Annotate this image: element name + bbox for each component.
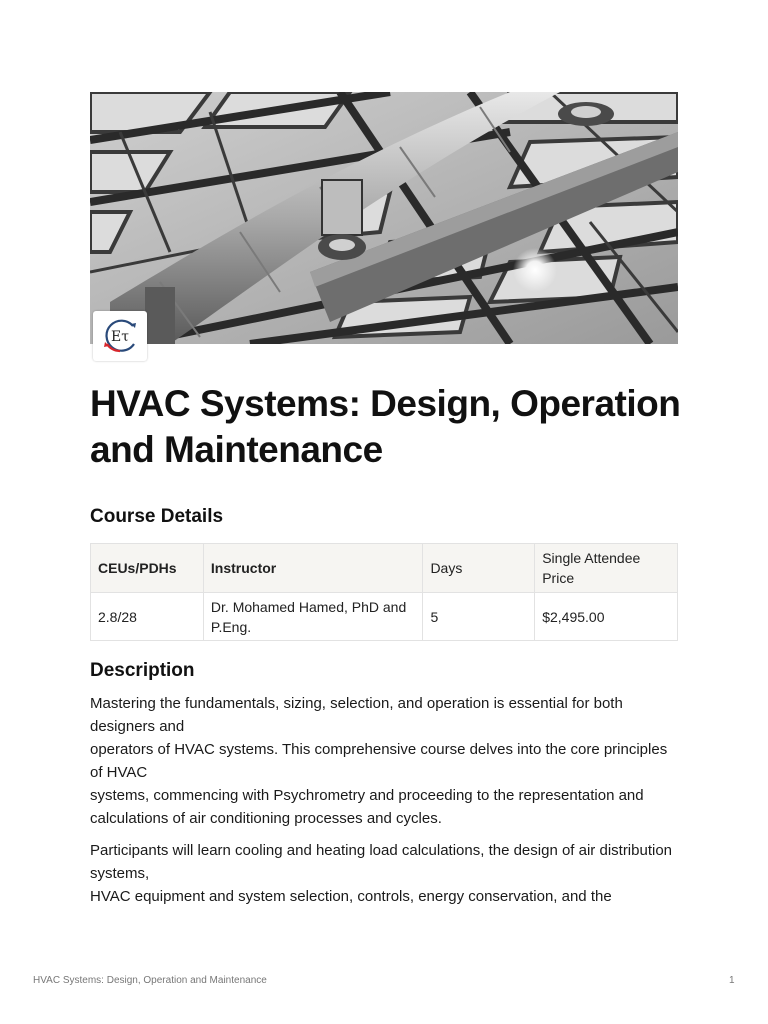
cell-ceus: 2.8/28 <box>91 593 204 641</box>
table-header-row <box>91 544 678 593</box>
column-header-price: Single Attendee Price <box>535 544 678 593</box>
page-title: HVAC Systems: Design, Operation and Maintenance <box>90 383 681 470</box>
course-details-heading: Course Details <box>90 506 224 527</box>
company-logo <box>93 311 147 361</box>
logo-text: Eτ <box>111 329 129 345</box>
cell-price: $2,495.00 <box>535 593 678 641</box>
page-number: 1 <box>729 975 735 986</box>
cell-instructor: Dr. Mohamed Hamed, PhD and P.Eng. <box>203 593 423 641</box>
hero-image <box>90 92 678 344</box>
column-header-ceus: CEUs/PDHs <box>91 544 204 593</box>
cell-days: 5 <box>423 593 535 641</box>
column-header-instructor: Instructor <box>203 544 423 593</box>
hvac-ductwork-photo <box>90 92 678 344</box>
column-header-days: Days <box>423 544 535 593</box>
description-paragraph-1: Mastering the fundamentals, sizing, selection, and operation is essential for both designers and operators of HVAC systems. This comprehensive course delves into the core principles of HVAC systems, commencing with Psychrometry and proceeding to the representation and calculations of air conditioning processes and cycles. <box>90 695 668 827</box>
table-row <box>91 593 678 641</box>
et-logo-icon <box>100 316 140 356</box>
description-heading: Description <box>90 660 195 681</box>
description-paragraph-2: Participants will learn cooling and heating load calculations, the design of air distribution systems, HVAC equipment and system selection, controls, energy conservation, and the <box>90 842 673 905</box>
footer-title: HVAC Systems: Design, Operation and Maintenance <box>33 975 267 986</box>
course-details-table <box>90 543 678 641</box>
